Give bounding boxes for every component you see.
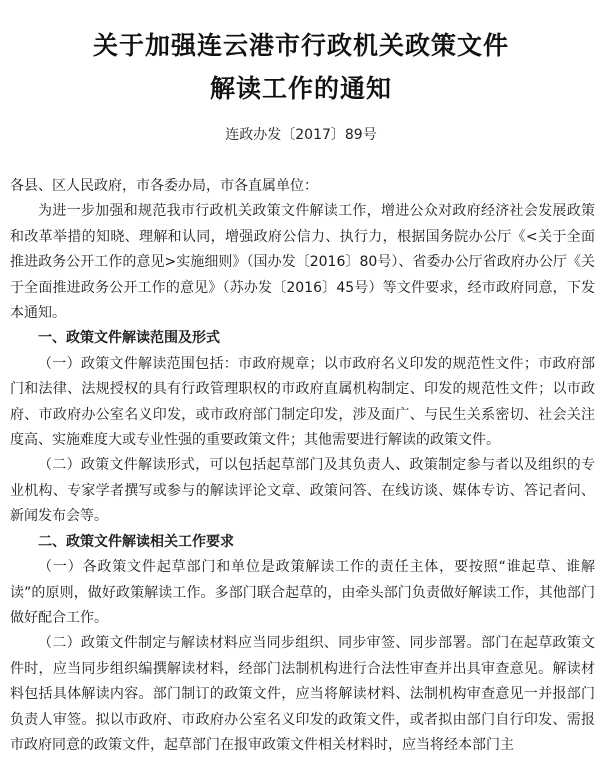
document-title-line1: 关于加强连云港市行政机关政策文件 [92, 31, 509, 60]
section1-heading: 一、政策文件解读范围及形式 [38, 330, 220, 347]
section1-paragraph-2: （二）政策文件解读形式，可以包括起草部门及其负责人、政策制定参与者以及组织的专业机构、专家学者撰写或参与的解读评论文章、政策问答、在线访谈、媒体专访、答记者问、新闻发布会等。 [10, 457, 595, 525]
salutation: 各县、区人民政府，市各委办局，市各直属单位： [10, 178, 318, 194]
section2-paragraph-1: （一）各政策文件起草部门和单位是政策解读工作的责任主体，要按照“谁起草、谁解读”的原则，做好政策解读工作。多部门联合起草的，由牵头部门负责做好解读工作，其他部门做好配合工作。 [10, 559, 595, 626]
section1-paragraph-1: （一）政策文件解读范围包括：市政府规章；以市政府名义印发的规范性文件；市政府部门和法律、法规授权的具有行政管理职权的市政府直属机构制定、印发的规范性文件；以市政府、市政府办公室名义印发，或市政府部门制定印发，涉及面广、与民生关系密切、社会关注度高、实施难度大或专业性强的重要政策文件；其他需要进行解读的政策文件。 [10, 355, 595, 449]
section2-paragraph-2: （二）政策文件制定与解读材料应当同步组织、同步审签、同步部署。部门在起草政策文件时，应当同步组织编撰解读材料，经部门法制机构进行合法性审查并出具审查意见。解读材料包括具体解读内容。部门制订的政策文件，应当将解读材料、法制机构审查意见一并报部门负责人审签。拟以市政府、市政府办公室名义印发的政策文件，或者拟由部门自行印发、需报市政府同意的政策文件，起草部门在报审政策文件相关材料时，应当将经本部门主 [10, 635, 595, 753]
document-title-line2: 解读工作的通知 [209, 74, 392, 103]
intro-paragraph: 为进一步加强和规范我市行政机关政策文件解读工作，增进公众对政府经济社会发展政策和改革举措的知晓、理解和认同，增强政府公信力、执行力，根据国务院办公厅《<关于全面推进政务公开工作的意见>实施细则》（国办发〔2016〕80号）、省委办公厅省政府办公厅《关于全面推进政务公开工作的意见》（苏办发〔2016〕45号）等文件要求，经市政府同意，下发本通知。 [10, 203, 595, 322]
document-number: 连政办发〔2017〕89号 [225, 127, 377, 143]
document-body [10, 174, 595, 758]
section2-heading: 二、政策文件解读相关工作要求 [38, 533, 234, 550]
